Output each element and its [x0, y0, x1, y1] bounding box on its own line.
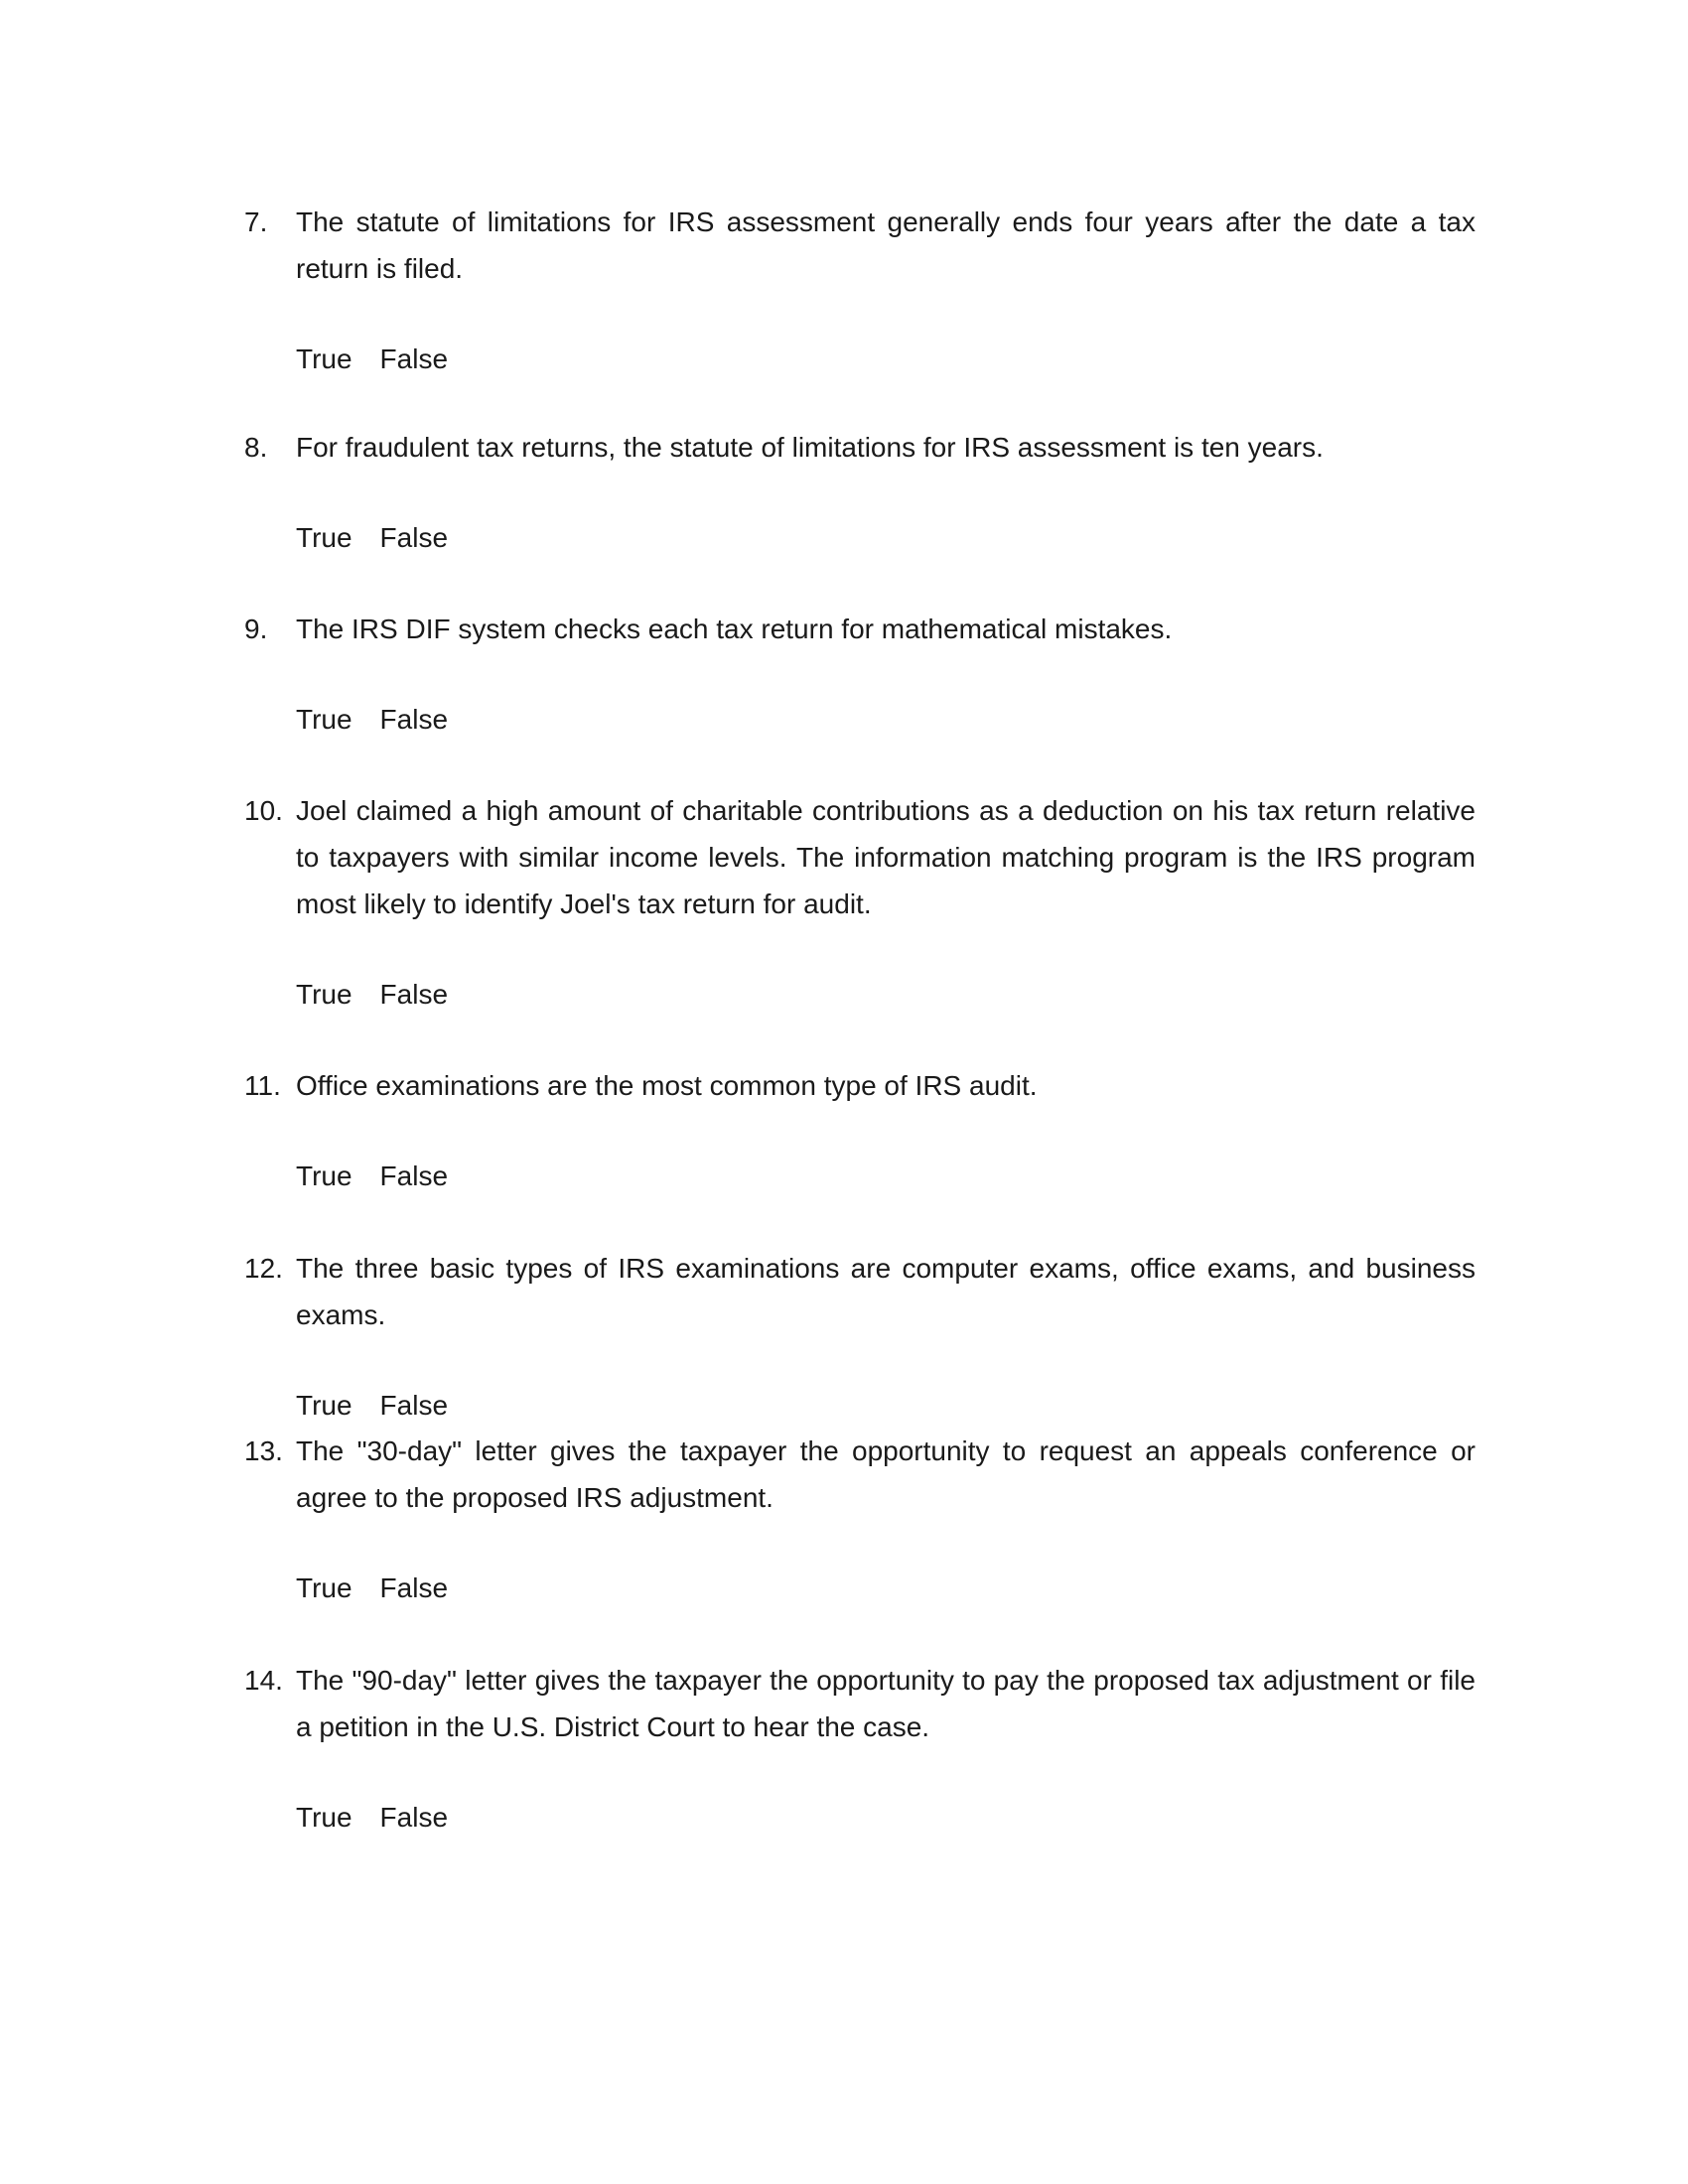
question-12: [244, 1245, 1476, 1429]
false-option[interactable]: False: [379, 522, 449, 553]
answer-options: [296, 1794, 1476, 1841]
question-text: The "30-day" letter gives the taxpayer the opportunity to request an appeals conference or agree to the proposed IRS adjustment.: [296, 1435, 1476, 1513]
question-13: [244, 1428, 1476, 1611]
question-number: 12.: [244, 1253, 283, 1284]
answer-options: [296, 336, 1476, 382]
true-option[interactable]: True: [296, 522, 352, 553]
true-option[interactable]: True: [296, 1160, 352, 1191]
false-option[interactable]: False: [379, 1160, 449, 1191]
question-text: Joel claimed a high amount of charitable contributions as a deduction on his tax return relative to taxpayers with similar income levels. The information matching program is the IRS program most likely to identify Joel's tax return for audit.: [296, 795, 1476, 919]
answer-options: [296, 696, 1476, 743]
answer-options: [296, 971, 1476, 1018]
question-number: 13.: [244, 1435, 283, 1466]
false-option[interactable]: False: [379, 1802, 449, 1833]
question-text: The statute of limitations for IRS assessment generally ends four years after the date a tax return is filed.: [296, 206, 1476, 284]
false-option[interactable]: False: [379, 343, 449, 374]
question-9: [244, 606, 1476, 743]
answer-options: [296, 1153, 1476, 1199]
question-11: [244, 1062, 1476, 1199]
question-text: The "90-day" letter gives the taxpayer the opportunity to pay the proposed tax adjustment or file a petition in the U.S. District Court to hear the case.: [296, 1665, 1476, 1742]
question-number: 8.: [244, 432, 268, 463]
false-option[interactable]: False: [379, 1390, 449, 1421]
question-number: 10.: [244, 795, 283, 826]
question-number: 9.: [244, 614, 268, 644]
question-14: [244, 1657, 1476, 1841]
true-option[interactable]: True: [296, 343, 352, 374]
false-option[interactable]: False: [379, 704, 449, 735]
question-number: 14.: [244, 1665, 283, 1696]
question-text: The three basic types of IRS examinations are computer exams, office exams, and business exams.: [296, 1253, 1476, 1330]
true-option[interactable]: True: [296, 979, 352, 1010]
answer-options: [296, 1565, 1476, 1611]
false-option[interactable]: False: [379, 1572, 449, 1603]
question-number: 7.: [244, 206, 268, 237]
question-text: For fraudulent tax returns, the statute of limitations for IRS assessment is ten years.: [296, 432, 1324, 463]
question-8: [244, 424, 1476, 561]
true-option[interactable]: True: [296, 1390, 352, 1421]
false-option[interactable]: False: [379, 979, 449, 1010]
true-option[interactable]: True: [296, 1572, 352, 1603]
answer-options: [296, 514, 1476, 561]
question-text: Office examinations are the most common type of IRS audit.: [296, 1070, 1038, 1101]
question-number: 11.: [244, 1070, 281, 1101]
true-option[interactable]: True: [296, 1802, 352, 1833]
question-7: [244, 199, 1476, 382]
answer-options: [296, 1382, 1476, 1429]
question-text: The IRS DIF system checks each tax return for mathematical mistakes.: [296, 614, 1173, 644]
question-10: [244, 787, 1476, 1018]
true-option[interactable]: True: [296, 704, 352, 735]
